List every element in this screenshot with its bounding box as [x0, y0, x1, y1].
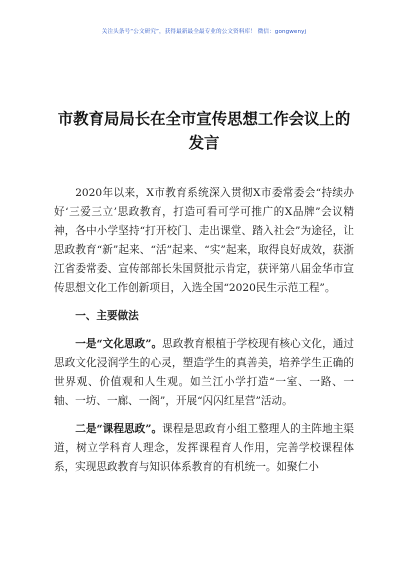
header-banner: 关注头条号“公文研究”，获得最新最全最专业的公文资料库！ 微信：gongwenyj [101, 29, 307, 35]
item-lead: 二是“课程思政”。 [75, 423, 163, 436]
item-lead: 一是“文化思政”。 [75, 338, 163, 351]
section-heading: 一、主要做法 [75, 309, 139, 322]
item-text: 思政教育根植于学校现有核心文化，通过思政文化浸润学生的心灵，塑造学生的真善美，培养学生正确的世界观、价值观和人生观。如兰江小学打造“一室、一路、一轴、一坊、一廊、一阁”，开展“闪闪红星营”活动。 [54, 338, 355, 408]
item-paragraph-curriculum [54, 420, 354, 477]
item-text: 课程是思政育小组工整理人的主阵地主渠道，树立学科育人理念，发挥课程育人作用，完善学校课程体系，实现思政教育与知识体系教育的有机统一。如聚仁小 [54, 423, 355, 474]
intro-paragraph: 2020年以来，X市教育系统深入贯彻X市委常委会“持续办好‘三爱三立’思政教育，打造可看可学可推广的X品牌”会议精神，各中小学坚持“打开校门、走出课堂、踏入社会”为途径，让思政教育“新”起来、“活”起来、“实”起来，取得良好成效，获浙江省委常委、宣传部部长朱国贤批示肯定，获评第八届金华市宣传思想文化工作创新项目，入选全国“2020民生示范工程”。 [54, 187, 354, 294]
document-body [54, 184, 354, 477]
item-paragraph-culture [54, 335, 354, 411]
document-title: 市教育局局长在全市宣传思想工作会议上的发言 [57, 110, 351, 152]
